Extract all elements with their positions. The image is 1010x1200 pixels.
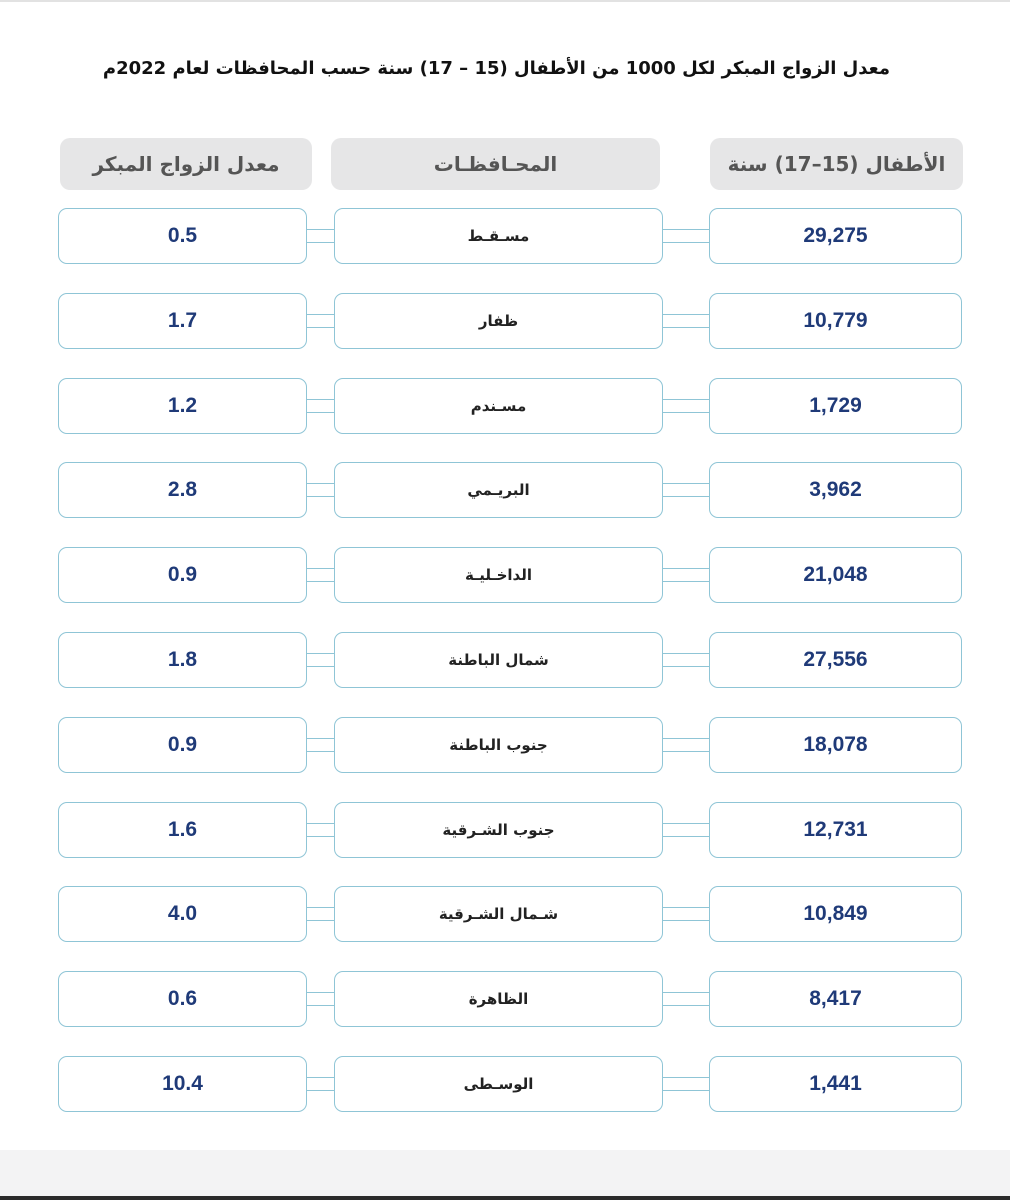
rate-cell (58, 632, 307, 688)
table-row (0, 886, 1010, 944)
table-row (0, 378, 1010, 436)
row-connector (662, 229, 710, 243)
rate-value: 1.7 (167, 309, 198, 332)
children-count: 21,048 (803, 563, 868, 586)
rate-cell (58, 208, 307, 264)
children-count: 8,417 (809, 987, 862, 1010)
governorate-cell (334, 717, 663, 773)
children-count: 10,849 (803, 902, 868, 925)
footer-line (0, 1196, 1010, 1200)
table-row (0, 717, 1010, 775)
governorate-name: شمال الباطنة (448, 651, 549, 669)
children-cell (709, 1056, 962, 1112)
rate-value: 4.0 (167, 902, 198, 925)
header-governorates: المحـافظـات (331, 138, 660, 190)
row-connector (306, 314, 335, 328)
governorate-cell (334, 462, 663, 518)
governorate-name: مسـقـط (467, 227, 530, 245)
table-row (0, 293, 1010, 351)
children-cell (709, 632, 962, 688)
governorate-cell (334, 802, 663, 858)
row-connector (662, 823, 710, 837)
governorate-name: الوسـطى (463, 1075, 534, 1093)
row-connector (306, 399, 335, 413)
table-row (0, 547, 1010, 605)
rate-value: 1.2 (167, 394, 198, 417)
header-children: الأطفال (15–17) سنة (710, 138, 963, 190)
table-row (0, 1056, 1010, 1114)
governorate-name: جنوب الباطنة (449, 736, 548, 754)
governorate-cell (334, 632, 663, 688)
row-connector (662, 399, 710, 413)
rate-value: 1.6 (167, 818, 198, 841)
rate-cell (58, 886, 307, 942)
children-count: 10,779 (803, 309, 868, 332)
row-connector (662, 653, 710, 667)
children-cell (709, 717, 962, 773)
row-connector (306, 992, 335, 1006)
row-connector (306, 483, 335, 497)
children-count: 1,441 (809, 1072, 862, 1095)
table-row (0, 208, 1010, 266)
rate-value: 0.9 (167, 733, 198, 756)
children-cell (709, 208, 962, 264)
table-row (0, 802, 1010, 860)
header-rate: معدل الزواج المبكر (60, 138, 312, 190)
rate-value: 1.8 (167, 648, 198, 671)
children-cell (709, 971, 962, 1027)
governorate-name: الداخـليـة (465, 566, 532, 584)
table-row (0, 462, 1010, 520)
children-cell (709, 547, 962, 603)
row-connector (662, 907, 710, 921)
row-connector (662, 568, 710, 582)
children-cell (709, 378, 962, 434)
children-count: 3,962 (809, 478, 862, 501)
rate-cell (58, 971, 307, 1027)
governorate-cell (334, 378, 663, 434)
rate-value: 0.9 (167, 563, 198, 586)
row-connector (662, 1077, 710, 1091)
governorate-cell (334, 886, 663, 942)
children-count: 27,556 (803, 648, 868, 671)
rate-cell (58, 547, 307, 603)
governorate-name: ظفار (478, 312, 519, 330)
row-connector (306, 653, 335, 667)
row-connector (306, 823, 335, 837)
governorate-name: مسـندم (470, 397, 527, 415)
rate-cell (58, 802, 307, 858)
governorate-name: شـمال الشـرقية (438, 905, 559, 923)
table-row (0, 632, 1010, 690)
rate-value: 0.5 (167, 224, 198, 247)
footer-band (0, 1150, 1010, 1196)
governorate-name: جنوب الشـرقية (442, 821, 555, 839)
children-cell (709, 462, 962, 518)
children-count: 12,731 (803, 818, 868, 841)
table-row (0, 971, 1010, 1029)
governorate-name: الظاهرة (468, 990, 529, 1008)
governorate-cell (334, 208, 663, 264)
row-connector (306, 229, 335, 243)
row-connector (306, 907, 335, 921)
rate-cell (58, 293, 307, 349)
row-connector (662, 992, 710, 1006)
governorate-cell (334, 1056, 663, 1112)
children-count: 29,275 (803, 224, 868, 247)
rate-value: 10.4 (162, 1072, 203, 1095)
page-title: معدل الزواج المبكر لكل 1000 من الأطفال (15 – 17) سنة حسب المحافظات لعام 2022م (102, 58, 890, 79)
rate-value: 2.8 (167, 478, 198, 501)
row-connector (662, 483, 710, 497)
rate-cell (58, 1056, 307, 1112)
children-cell (709, 886, 962, 942)
row-connector (306, 568, 335, 582)
children-cell (709, 293, 962, 349)
row-connector (306, 738, 335, 752)
governorate-cell (334, 293, 663, 349)
row-connector (306, 1077, 335, 1091)
row-connector (662, 314, 710, 328)
rate-cell (58, 378, 307, 434)
rate-cell (58, 462, 307, 518)
rate-cell (58, 717, 307, 773)
governorate-name: البريـمي (467, 481, 530, 499)
children-cell (709, 802, 962, 858)
top-divider (0, 0, 1010, 2)
rate-value: 0.6 (167, 987, 198, 1010)
children-count: 1,729 (809, 394, 862, 417)
children-count: 18,078 (803, 733, 868, 756)
governorate-cell (334, 971, 663, 1027)
row-connector (662, 738, 710, 752)
governorate-cell (334, 547, 663, 603)
